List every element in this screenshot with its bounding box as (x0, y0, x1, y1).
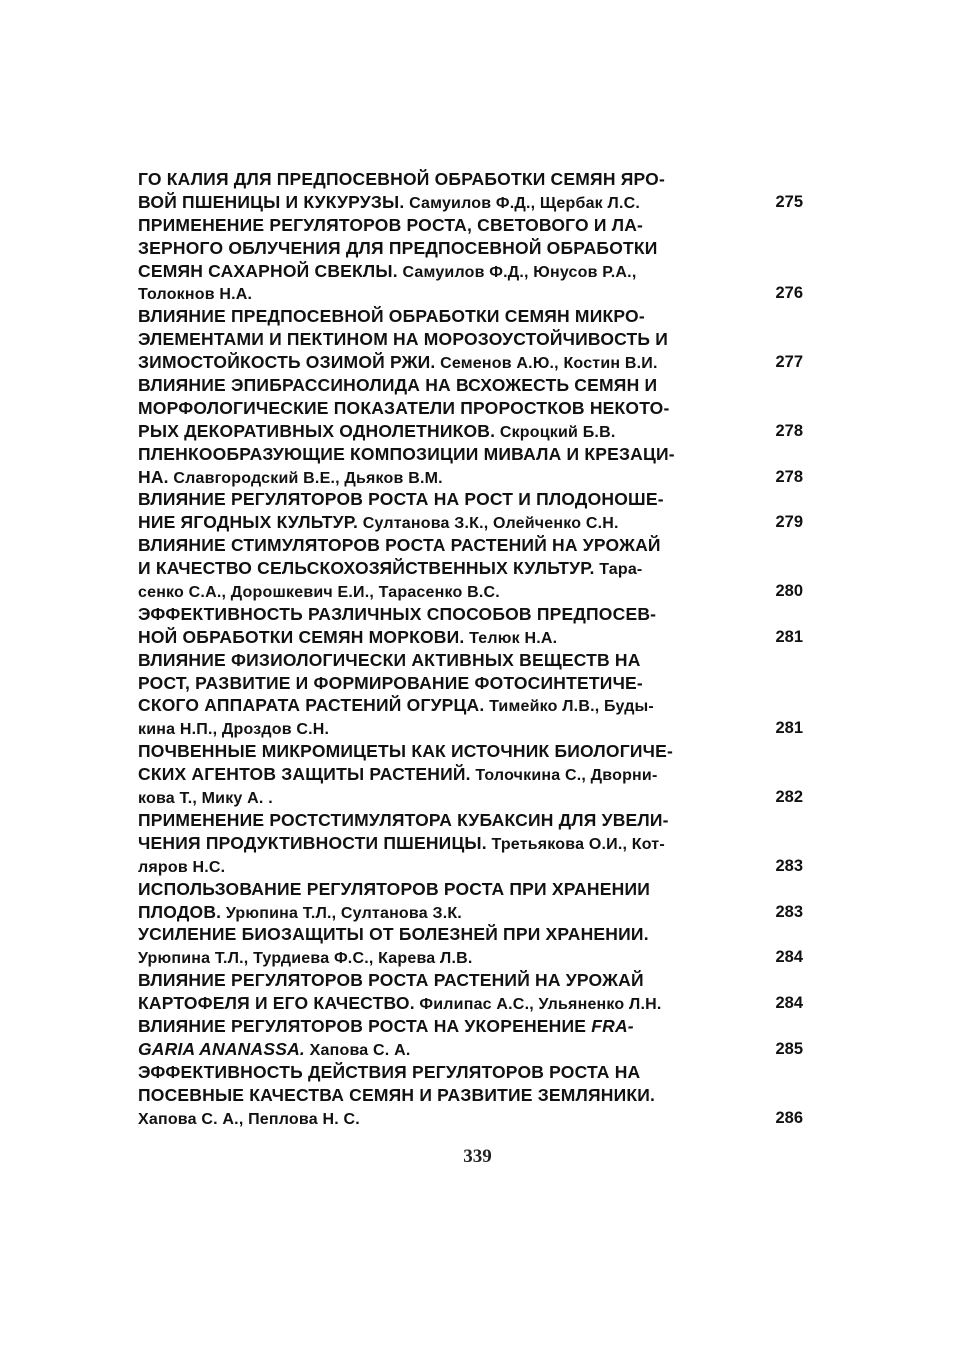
toc-line (138, 603, 803, 626)
toc-line-text (138, 1061, 752, 1084)
toc-line-text (138, 1038, 752, 1063)
toc-line-text (138, 740, 752, 763)
toc-line (138, 992, 803, 1015)
entry-title: И КАЧЕСТВО СЕЛЬСКОХОЗЯЙСТВЕННЫХ КУЛЬТУР. (138, 558, 595, 579)
entry-authors: Самуилов Ф.Д., Щербак Л.С. (404, 194, 641, 212)
toc-line (138, 214, 803, 237)
entry-page-number: 284 (775, 994, 803, 1013)
entry-authors: Толочкина С., Дворни- (470, 767, 658, 785)
entry-title: ЗИМОСТОЙКОСТЬ ОЗИМОЙ РЖИ. (138, 352, 436, 373)
entry-title: СКОГО АППАРАТА РАСТЕНИЙ ОГУРЦА. (138, 695, 485, 716)
entry-title: КАРТОФЕЛЯ И ЕГО КАЧЕСТВО. (138, 993, 415, 1014)
entry-page-number: 286 (775, 1108, 803, 1127)
toc-line (138, 809, 803, 832)
entry-title: ПЛОДОВ. (138, 901, 222, 922)
toc-line (138, 351, 803, 374)
entry-page-number: 283 (775, 902, 803, 921)
toc-line (138, 466, 803, 489)
entry-authors: Телюк Н.А. (464, 629, 558, 647)
entry-title: ПОСЕВНЫЕ КАЧЕСТВА СЕМЯН И РАЗВИТИЕ ЗЕМЛЯНИКИ. (138, 1084, 656, 1105)
toc-line-text (138, 214, 752, 237)
entry-authors: Семенов А.Ю., Костин В.И. (435, 355, 658, 373)
toc-line (138, 649, 803, 672)
toc-line-text (138, 855, 752, 880)
toc-line (138, 740, 803, 763)
entry-page-number: 278 (775, 421, 803, 440)
toc-line (138, 1015, 803, 1038)
toc-line (138, 237, 803, 260)
toc-line-text (138, 374, 752, 397)
entry-title: ВЛИЯНИЕ РЕГУЛЯТОРОВ РОСТА НА РОСТ И ПЛОДОНОШЕ- (138, 489, 664, 510)
entry-title: ПЛЕНКООБРАЗУЮЩИЕ КОМПОЗИЦИИ МИВАЛА И КРЕЗАЦИ- (138, 443, 675, 464)
entry-title: ВЛИЯНИЕ РЕГУЛЯТОРОВ РОСТА НА УКОРЕНЕНИЕ (138, 1015, 592, 1036)
entry-page-number: 281 (775, 627, 803, 646)
entry-page-number: 284 (775, 948, 803, 967)
toc-line-text (138, 260, 752, 285)
entry-authors: Урюпина Т.Л., Султанова З.К. (221, 904, 462, 922)
entry-title: ЭФФЕКТИВНОСТЬ РАЗЛИЧНЫХ СПОСОБОВ ПРЕДПОСЕВ- (138, 603, 657, 624)
toc-line (138, 328, 803, 351)
entry-authors: Султанова З.К., Олейченко С.Н. (358, 515, 619, 533)
entry-title: ПРИМЕНЕНИЕ РОСТСТИМУЛЯТОРА КУБАКСИН ДЛЯ УВЕЛИ- (138, 809, 669, 830)
toc-line (138, 557, 803, 580)
entry-title: ПРИМЕНЕНИЕ РЕГУЛЯТОРОВ РОСТА, СВЕТОВОГО И ЛА- (138, 214, 644, 235)
toc-line (138, 946, 803, 969)
toc-line (138, 534, 803, 557)
toc-line-text (138, 397, 752, 420)
entry-title: ВЛИЯНИЕ РЕГУЛЯТОРОВ РОСТА РАСТЕНИЙ НА УРОЖАЙ (138, 970, 644, 991)
toc-line-text (138, 649, 752, 672)
toc-line-text (138, 969, 752, 992)
toc-line-text (138, 237, 752, 260)
toc-line-text (138, 672, 752, 695)
toc-line (138, 1061, 803, 1084)
toc-line-text (138, 626, 752, 651)
entry-title-latin: FRA- (591, 1015, 634, 1036)
toc-line (138, 168, 803, 191)
toc-line-text (138, 168, 752, 191)
entry-title: ВЛИЯНИЕ СТИМУЛЯТОРОВ РОСТА РАСТЕНИЙ НА УРОЖАЙ (138, 535, 661, 556)
toc-line (138, 1084, 803, 1107)
toc-line-text (138, 580, 752, 605)
entry-page-number: 281 (775, 719, 803, 738)
entry-authors: Филипас А.С., Ульяненко Л.Н. (414, 996, 662, 1014)
entry-title-latin: GARIA ANANASSA. (138, 1038, 305, 1059)
toc-line-text (138, 923, 752, 946)
toc-line-text (138, 717, 752, 742)
entry-title: ВЛИЯНИЕ ФИЗИОЛОГИЧЕСКИ АКТИВНЫХ ВЕЩЕСТВ НА (138, 649, 641, 670)
entry-title: СЕМЯН САХАРНОЙ СВЕКЛЫ. (138, 260, 398, 281)
entry-authors: Третьякова О.И., Кот- (486, 835, 665, 853)
toc-line (138, 832, 803, 855)
entry-title: РОСТ, РАЗВИТИЕ И ФОРМИРОВАНИЕ ФОТОСИНТЕТИЧЕ- (138, 672, 643, 693)
toc-line-text (138, 946, 752, 971)
toc-line-text (138, 534, 752, 557)
entry-page-number: 279 (775, 513, 803, 532)
entry-title: ЗЕРНОГО ОБЛУЧЕНИЯ ДЛЯ ПРЕДПОСЕВНОЙ ОБРАБОТКИ (138, 237, 658, 258)
entry-authors: Урюпина Т.Л., Турдиева Ф.С., Карева Л.В. (138, 950, 473, 968)
toc-line-text (138, 1107, 752, 1132)
toc-line (138, 397, 803, 420)
toc-line (138, 763, 803, 786)
toc-line (138, 488, 803, 511)
entry-title: РЫХ ДЕКОРАТИВНЫХ ОДНОЛЕТНИКОВ. (138, 420, 496, 441)
entry-title: НОЙ ОБРАБОТКИ СЕМЯН МОРКОВИ. (138, 626, 465, 647)
entry-title: ИСПОЛЬЗОВАНИЕ РЕГУЛЯТОРОВ РОСТА ПРИ ХРАНЕНИИ (138, 878, 651, 899)
toc-line-text (138, 1015, 752, 1038)
entry-page-number: 283 (775, 856, 803, 875)
entry-title: ПОЧВЕННЫЕ МИКРОМИЦЕТЫ КАК ИСТОЧНИК БИОЛОГИЧЕ- (138, 741, 674, 762)
toc-line-text (138, 443, 752, 466)
toc-line-text (138, 992, 752, 1017)
entry-authors: сенко С.А., Дорошкевич Е.И., Тарасенко В.С. (138, 584, 500, 602)
toc-line (138, 260, 803, 283)
toc-line-text (138, 809, 752, 832)
toc-line (138, 191, 803, 214)
toc-line-text (138, 420, 752, 445)
toc-line (138, 374, 803, 397)
toc-line-text (138, 488, 752, 511)
toc-line-text (138, 305, 752, 328)
toc-line-text (138, 878, 752, 901)
entry-page-number: 282 (775, 788, 803, 807)
toc-line (138, 626, 803, 649)
entry-authors: кина Н.П., Дроздов С.Н. (138, 721, 330, 739)
toc-line-text (138, 511, 752, 536)
entry-page-number: 285 (775, 1039, 803, 1058)
table-of-contents (138, 168, 803, 1129)
toc-line (138, 305, 803, 328)
toc-line-text (138, 694, 752, 719)
entry-title: ЭФФЕКТИВНОСТЬ ДЕЙСТВИЯ РЕГУЛЯТОРОВ РОСТА НА (138, 1061, 641, 1082)
toc-line-text (138, 351, 752, 376)
toc-line (138, 511, 803, 534)
entry-title: УСИЛЕНИЕ БИОЗАЩИТЫ ОТ БОЛЕЗНЕЙ ПРИ ХРАНЕНИИ. (138, 924, 649, 945)
entry-title: ЧЕНИЯ ПРОДУКТИВНОСТИ ПШЕНИЦЫ. (138, 832, 487, 853)
toc-line-text (138, 786, 752, 811)
entry-title: ЭЛЕМЕНТАМИ И ПЕКТИНОМ НА МОРОЗОУСТОЙЧИВОСТЬ И (138, 329, 669, 350)
toc-line (138, 443, 803, 466)
toc-line-text (138, 763, 752, 788)
toc-line (138, 901, 803, 924)
entry-page-number: 275 (775, 192, 803, 211)
entry-authors: Толокнов Н.А. (138, 286, 253, 304)
entry-title: СКИХ АГЕНТОВ ЗАЩИТЫ РАСТЕНИЙ. (138, 764, 471, 785)
entry-authors: кова Т., Мику А. . (138, 790, 273, 808)
toc-line (138, 923, 803, 946)
toc-line (138, 717, 803, 740)
entry-title: МОРФОЛОГИЧЕСКИЕ ПОКАЗАТЕЛИ ПРОРОСТКОВ НЕКОТО- (138, 397, 670, 418)
entry-authors: Скроцкий Б.В. (495, 423, 616, 441)
entry-title: НА. (138, 466, 169, 487)
entry-page-number: 277 (775, 353, 803, 372)
toc-line-text (138, 901, 752, 926)
entry-authors: Славгородский В.Е., Дьяков В.М. (168, 469, 443, 487)
toc-line (138, 672, 803, 695)
toc-line-text (138, 328, 752, 351)
entry-title: ВЛИЯНИЕ ПРЕДПОСЕВНОЙ ОБРАБОТКИ СЕМЯН МИКРО- (138, 306, 645, 327)
toc-line (138, 580, 803, 603)
toc-line-text (138, 1084, 752, 1107)
toc-line-text (138, 282, 752, 307)
entry-authors: Тимейко Л.В., Буды- (484, 698, 654, 716)
toc-line-text (138, 191, 752, 216)
entry-authors: Хапова С. А., Пеплова Н. С. (138, 1110, 360, 1128)
entry-title: НИЕ ЯГОДНЫХ КУЛЬТУР. (138, 512, 359, 533)
toc-line (138, 420, 803, 443)
entry-authors: Хапова С. А. (305, 1041, 411, 1059)
toc-line (138, 786, 803, 809)
toc-line (138, 694, 803, 717)
entry-authors: ляров Н.С. (138, 858, 226, 876)
toc-line-text (138, 466, 752, 491)
entry-page-number: 276 (775, 284, 803, 303)
entry-title: ГО КАЛИЯ ДЛЯ ПРЕДПОСЕВНОЙ ОБРАБОТКИ СЕМЯН ЯРО- (138, 169, 665, 189)
page-number: 339 (463, 1146, 492, 1167)
toc-line-text (138, 557, 752, 582)
entry-authors: Тара- (594, 561, 643, 579)
entry-authors: Самуилов Ф.Д., Юнусов Р.А., (397, 263, 637, 281)
toc-line (138, 855, 803, 878)
toc-line (138, 878, 803, 901)
toc-line-text (138, 603, 752, 626)
entry-page-number: 280 (775, 582, 803, 601)
toc-line (138, 282, 803, 305)
entry-title: ВЛИЯНИЕ ЭПИБРАССИНОЛИДА НА ВСХОЖЕСТЬ СЕМЯН И (138, 375, 658, 396)
toc-line (138, 969, 803, 992)
entry-title: ВОЙ ПШЕНИЦЫ И КУКУРУЗЫ. (138, 191, 405, 212)
toc-line-text (138, 832, 752, 857)
entry-page-number: 278 (775, 467, 803, 486)
toc-line (138, 1107, 803, 1130)
toc-line (138, 1038, 803, 1061)
